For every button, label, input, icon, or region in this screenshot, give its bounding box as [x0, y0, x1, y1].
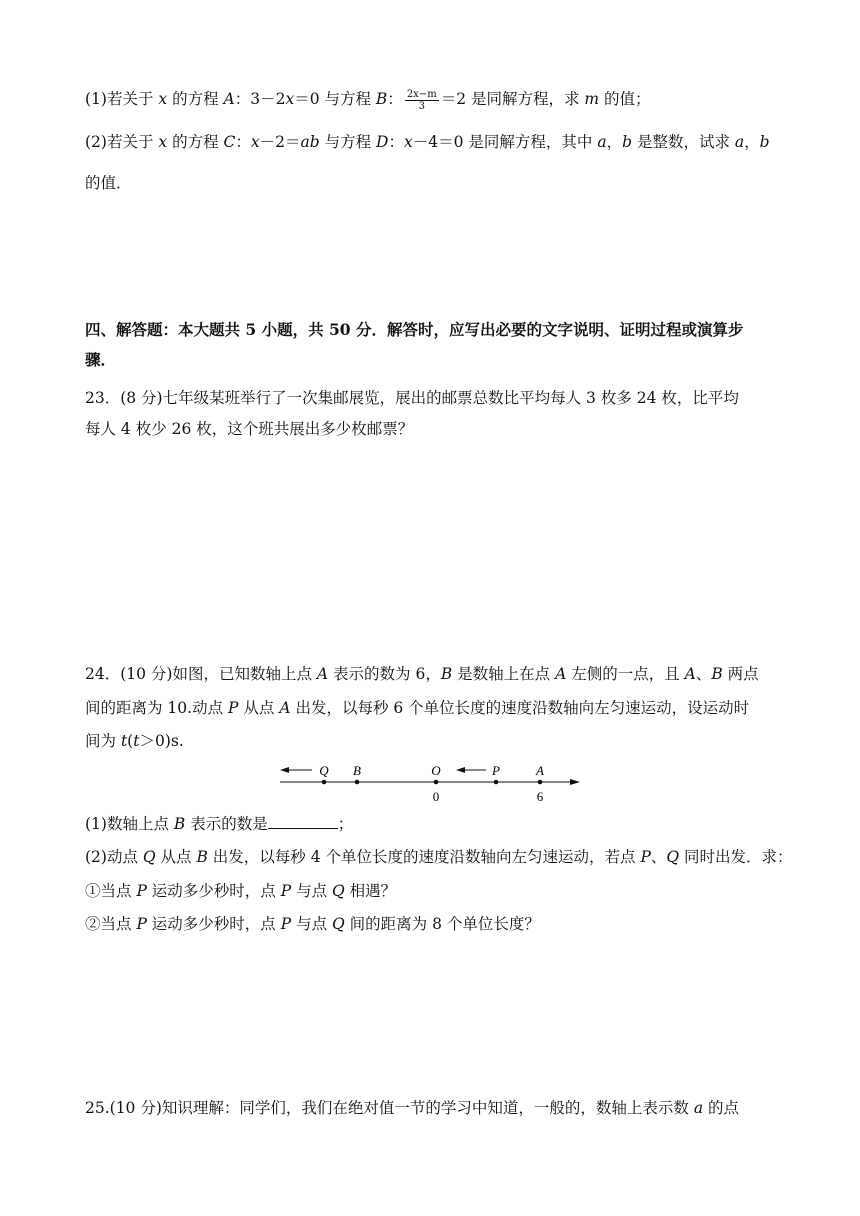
- tick-6: 6: [536, 789, 544, 804]
- text: 的点: [703, 1099, 740, 1117]
- number-line-figure: [280, 760, 590, 810]
- var-t: t: [133, 732, 140, 750]
- text: ＝0 与方程: [294, 90, 376, 108]
- var-b: b: [759, 133, 770, 151]
- var-A: A: [684, 665, 696, 683]
- q24-sub2: [85, 846, 800, 868]
- text: ：: [388, 133, 404, 151]
- var-A: A: [316, 665, 329, 683]
- var-a: a: [693, 1099, 704, 1117]
- text: (: [127, 732, 134, 750]
- var-P: P: [280, 882, 292, 900]
- q24-case2: [85, 913, 800, 935]
- axis-arrow: [570, 779, 580, 785]
- text: 24．(10 分)如图，已知数轴上点: [85, 665, 317, 683]
- q22-part2-cont: 的值．: [85, 174, 132, 192]
- var-B: B: [196, 848, 208, 866]
- var-D: D: [376, 133, 389, 151]
- text: ②当点: [85, 915, 137, 933]
- text: 间的距离为 8 个单位长度？: [344, 915, 540, 933]
- q23-line1: 23．(8 分)七年级某班举行了一次集邮展览，展出的邮票总数比平均每人 3 枚多 24 枚，比平均: [85, 389, 739, 407]
- q-arrowhead: [280, 767, 289, 773]
- var-B: B: [173, 815, 186, 833]
- q25-line1: [85, 1097, 800, 1119]
- label-Q: Q: [319, 763, 329, 778]
- text: (1)若关于: [85, 90, 159, 108]
- var-Q: Q: [666, 848, 680, 866]
- text: 、: [695, 665, 712, 683]
- text: ，: [744, 133, 760, 151]
- q24-line2: [85, 697, 800, 719]
- point-P: [494, 780, 499, 785]
- text: 与点: [291, 915, 333, 933]
- text: 的值；: [599, 90, 651, 108]
- text: 、: [650, 848, 667, 866]
- fraction: [405, 89, 439, 112]
- var-x: x: [158, 133, 168, 151]
- text: 与方程: [319, 133, 377, 151]
- label-B: B: [353, 763, 361, 778]
- point-A: [538, 780, 543, 785]
- label-A: A: [536, 763, 544, 778]
- var-m: m: [584, 90, 600, 108]
- var-A: A: [279, 699, 291, 717]
- text: 25.(10 分)知识理解：同学们，我们在绝对值一节的学习中知道，一般的，数轴上表示数: [85, 1099, 694, 1117]
- var-B: B: [711, 665, 723, 683]
- text: ①当点: [85, 882, 137, 900]
- var-x: x: [404, 133, 413, 151]
- text: 相遇？: [344, 882, 397, 900]
- section-heading: 四、解答题：本大题共 5 小题，共 50 分．解答时，应写出必要的文字说明、证明过程或演算步: [85, 320, 744, 339]
- text: ：3－2: [234, 90, 286, 108]
- var-x: x: [285, 90, 295, 108]
- text: (1)数轴上点: [85, 815, 174, 833]
- q24-case1: [85, 880, 800, 902]
- text: 左侧的一点，且: [566, 665, 685, 683]
- text: 表示的数是: [185, 815, 268, 833]
- label-P: P: [492, 763, 500, 778]
- fraction-denominator: 3: [418, 100, 425, 112]
- text: ，: [606, 133, 623, 151]
- var-b: b: [622, 133, 633, 151]
- text: (2)动点: [85, 848, 143, 866]
- var-Q: Q: [332, 915, 345, 933]
- point-O: [434, 780, 439, 785]
- point-B: [355, 780, 360, 785]
- var-C: C: [223, 133, 236, 151]
- fraction-numerator: 2x−m: [406, 88, 437, 100]
- text: ：: [387, 90, 403, 108]
- text: 间为: [85, 732, 121, 750]
- q24-sub1: [85, 812, 800, 835]
- q22-part1: [85, 88, 800, 112]
- text: －2＝: [259, 133, 301, 151]
- var-P: P: [640, 848, 651, 866]
- var-P: P: [228, 699, 239, 717]
- var-B: B: [375, 90, 388, 108]
- text: 从点: [238, 699, 280, 717]
- text: 表示的数为 6，: [328, 665, 441, 683]
- var-a: a: [597, 133, 607, 151]
- text: ；: [337, 815, 354, 833]
- text: 是数轴上在点: [452, 665, 556, 683]
- var-Q: Q: [332, 882, 345, 900]
- text: 是整数，试求: [632, 133, 735, 151]
- var-P: P: [136, 882, 147, 900]
- section-heading-cont: 骤．: [85, 350, 117, 369]
- text: ：: [235, 133, 251, 151]
- var-A: A: [555, 665, 567, 683]
- point-Q: [322, 780, 327, 785]
- var-B: B: [440, 665, 453, 683]
- text: 的方程: [167, 133, 224, 151]
- var-a: a: [734, 133, 745, 151]
- text: 运动多少秒时，点: [146, 915, 281, 933]
- text: 从点: [155, 848, 197, 866]
- text: 运动多少秒时，点: [146, 882, 281, 900]
- text: 出发，以每秒 6 个单位长度的速度沿数轴向左匀速运动，设运动时: [290, 699, 750, 717]
- text: (2)若关于: [85, 133, 159, 151]
- p-arrowhead: [456, 767, 465, 773]
- var-Q: Q: [142, 848, 156, 866]
- text: ＝2 是同解方程，求: [440, 90, 585, 108]
- text: 与点: [291, 882, 333, 900]
- var-x: x: [250, 133, 260, 151]
- text: 的方程: [167, 90, 224, 108]
- var-A: A: [223, 90, 235, 108]
- text: ＞0)s.: [139, 732, 184, 750]
- var-P: P: [136, 915, 147, 933]
- answer-blank[interactable]: [268, 812, 338, 829]
- label-O: O: [431, 763, 441, 778]
- var-x: x: [158, 90, 168, 108]
- text: 两点: [722, 665, 759, 683]
- text: 同时出发．求：: [679, 848, 793, 866]
- text: 出发，以每秒 4 个单位长度的速度沿数轴向左匀速运动，若点: [207, 848, 641, 866]
- tick-0: 0: [432, 789, 440, 804]
- text: －4＝0 是同解方程，其中: [412, 133, 598, 151]
- q24-line1: [85, 663, 800, 685]
- var-t: t: [120, 732, 128, 750]
- var-P: P: [280, 915, 292, 933]
- q24-line3: [85, 730, 800, 752]
- var-ab: ab: [300, 133, 320, 151]
- text: 间的距离为 10.动点: [85, 699, 229, 717]
- q23-line2: 每人 4 枚少 26 枚，这个班共展出多少枚邮票？: [85, 420, 414, 438]
- q22-part2: [85, 131, 800, 153]
